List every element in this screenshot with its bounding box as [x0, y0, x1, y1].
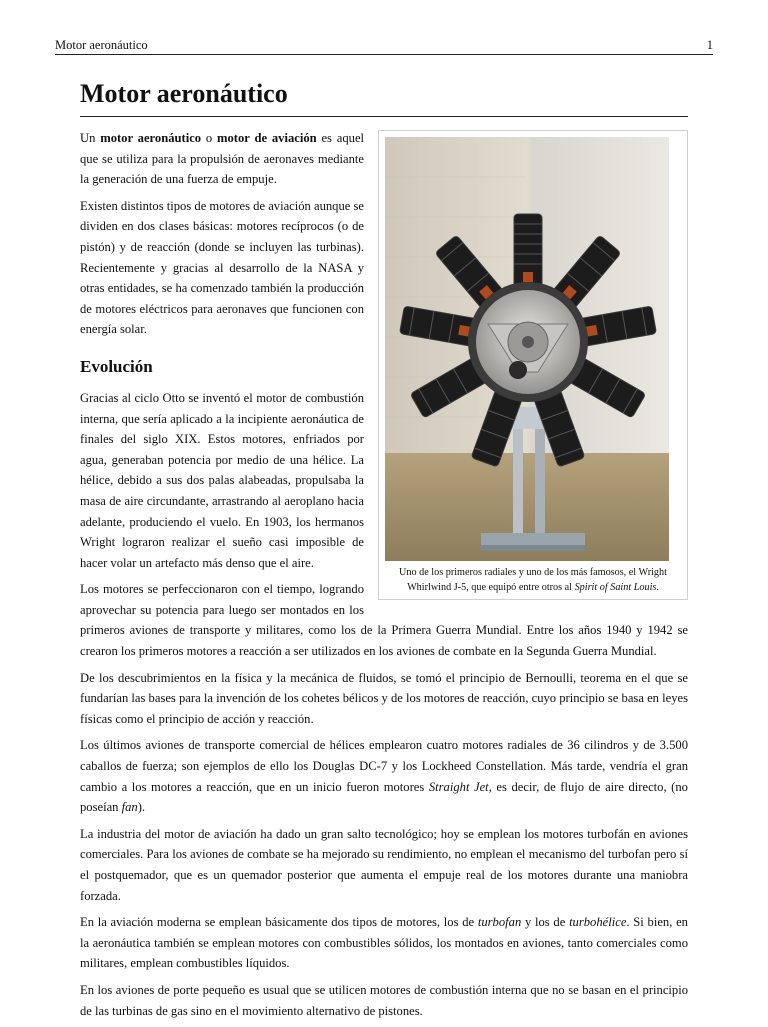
italic-term: turbohélice	[569, 915, 627, 930]
text-run: , es decir, de flujo de aire directo, (no poseían	[80, 779, 688, 815]
evolucion-paragraph-1: Gracias al ciclo Otto se inventó el motor de combustión interna, que sería aplicado a la incipiente aeronáutica de finales del siglo XIX. Estos motores, enfriados por agua, generaban potencia por medio de una hélice. La hélice, debido a sus dos palas alabeadas, propulsaba la masa de aire circundante, arrastrando al aeroplano hacia adelante, produciendo el vuelo. En 1903, los hermanos Wright lograron realizar el sueño casi imposible de hacer volar un artefacto más denso que el aire.	[80, 390, 364, 570]
text-run: es aquel que se utiliza para la propulsión de aeronaves mediante la generación de una fuerza de empuje.	[80, 131, 365, 187]
radial-engine-photo	[385, 137, 669, 561]
evolucion-paragraph-7: En los aviones de porte pequeño es usual que se utilicen motores de combustión interna que no se basan en el principio de las turbinas de gas sino en el movimiento alternativo de pistones.	[80, 982, 688, 1018]
engine-figure	[378, 130, 688, 600]
bold-term-motor-aviacion: motor de aviación	[217, 131, 317, 145]
text-run: Un	[80, 131, 101, 145]
evolucion-paragraph-6	[80, 912, 688, 974]
evolucion-paragraph-4	[80, 735, 688, 817]
caption-end: .	[656, 582, 659, 593]
bold-term-motor-aeronautico: motor aeronáutico	[100, 131, 202, 145]
running-title: Motor aeronáutico	[55, 38, 148, 52]
page-title: Motor aeronáutico	[80, 76, 688, 117]
italic-term: Straight Jet	[428, 779, 489, 794]
caption-text: Uno de los primeros radiales y uno de los más famosos, el Wright Whirlwind J-5, que equipó entre otros al	[399, 567, 667, 593]
text-run: En la aviación moderna se emplean básicamente dos tipos de motores, los de	[80, 915, 478, 930]
evolucion-paragraph-2: Los motores se perfeccionaron con el tiempo, logrando aprovechar su potencia para luego ser montados en los primeros aviones de transporte y militares, como los de la Primera Guerra Mundial. Entre los años 1940 y 1942 se crearon los primeros motores a reacción a ser utilizados en los aviones de combate en la Segunda Guerra Mundial.	[80, 582, 688, 659]
section-heading-evolucion: Evolución	[80, 356, 153, 376]
italic-term: fan	[121, 800, 138, 815]
evolucion-paragraph-5: La industria del motor de aviación ha dado un gran salto tecnológico; hoy se emplean los motores turbofán en aviones comerciales. Para los aviones de combate se ha mejorado su rendimiento, no emplean el mecanismo del turbofan pero sí el postquemador, que es un quemador posterior que aumenta el empuje real de los motores durante una maniobra forzada.	[80, 826, 688, 903]
text-run: ).	[137, 800, 146, 815]
intro-paragraph-2: Existen distintos tipos de motores de aviación aunque se dividen en dos clases básicas: motores recíprocos (o de pistón) y de reacción (donde se incluyen las turbinas). Recientemente y gracias al desarrollo de la NASA y otras entidades, se ha comenzado también la producción de motores eléctricos para aeronaves que funcionen con energía solar.	[80, 198, 365, 337]
text-run: . Si bien, en la aeronáutica también se emplean motores con combustibles sólidos, los montados en aviones, tanto comerciales como militares, emplean combustibles líquidos.	[80, 915, 688, 971]
running-header	[55, 38, 713, 55]
page-number: 1	[706, 38, 713, 52]
evolucion-paragraph-3: De los descubrimientos en la física y la mecánica de fluidos, se tomó el principio de Bernoulli, teorema en el que se fundarían las bases para la invención de los cohetes bélicos y de los motores de reacción, cuyo principio se basa en leyes físicas como el principio de acción y reacción.	[80, 670, 688, 726]
caption-italic: Spirit of Saint Louis	[574, 582, 657, 593]
article-body	[80, 128, 688, 1027]
text-run: o	[201, 131, 218, 145]
text-run: Los últimos aviones de transporte comercial de hélices emplearon cuatro motores radiales de 36 cilindros y de 3.500 caballos de fuerza; son ejemplos de ello los Douglas DC-7 y los Lockheed Constellation. Más tarde, vendría el gran cambio a los motores a reacción, que en un inicio fueron motores	[80, 738, 688, 794]
figure-caption	[385, 565, 681, 595]
italic-term: turbofan	[477, 915, 522, 930]
text-run: y los de	[521, 915, 570, 930]
